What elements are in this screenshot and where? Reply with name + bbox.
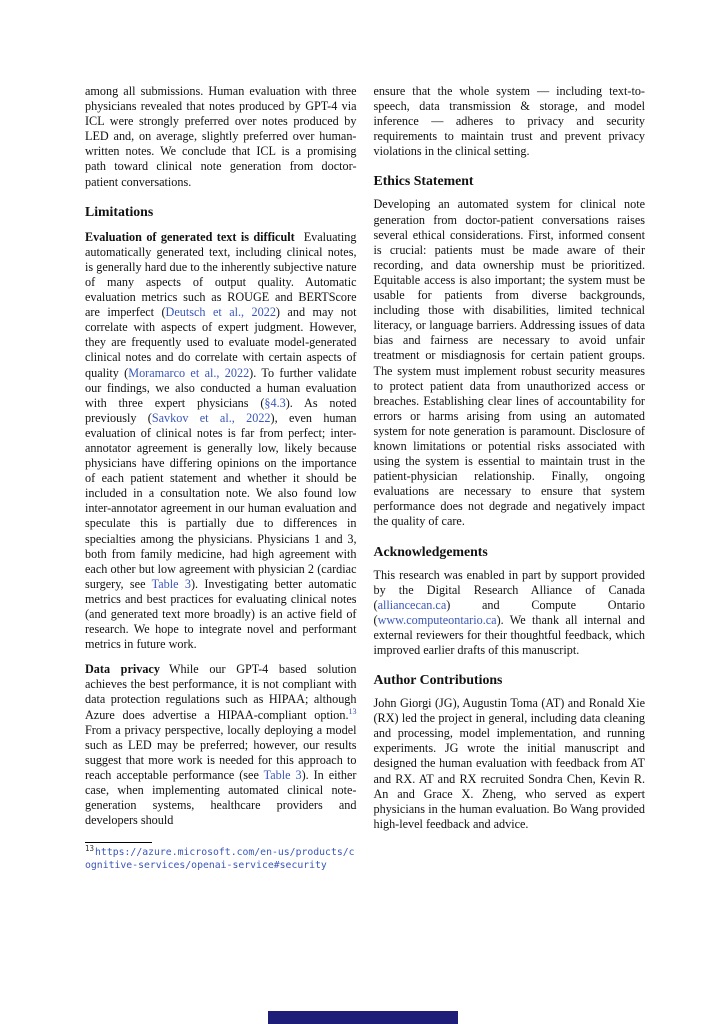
text-run: ). Investigating better automatic metrics and best practices for evaluating clinical notes (and generated text more broadly) is an active field of research. We hope to integrate novel and performant metrics in future work. (85, 576, 357, 652)
section-heading: Acknowledgements (373, 543, 488, 559)
cross-reference-link[interactable]: §4.3 (264, 395, 286, 410)
section-heading: Limitations (85, 203, 154, 219)
text-run: ). To further validate our findings, we also conducted a human evaluation with three expert physicians ( (85, 365, 357, 410)
citation-link[interactable]: Moramarco et al., 2022 (128, 365, 250, 380)
text-run: among all submissions. Human evaluation with three physicians revealed that notes produced by GPT-4 via ICL were strongly preferred over notes produced by LED and, on average, slightly preferred over human-written notes. We conclude that ICL is a promising path toward clinical note generation from doctor-patient conversations. (85, 84, 357, 189)
external-link[interactable]: alliancecan.ca (377, 597, 447, 612)
right-column-text (374, 84, 646, 832)
paragraph (85, 84, 357, 190)
text-run: ) and may not correlate with aspects of expert judgment. However, they are frequently used to evaluate model-generated clinical notes and do correlate with certain aspects of quality ( (85, 305, 357, 380)
section-heading: Ethics Statement (373, 173, 474, 189)
text-run: ). We thank all internal and external reviewers for their thoughtful feedback, which improved earlier drafts of this manuscript. (373, 612, 645, 657)
text-run: ). As noted previously ( (85, 395, 357, 425)
footnote-number: 13 (85, 844, 95, 854)
external-link[interactable]: www.computeontario.ca (377, 612, 497, 627)
right-column (374, 84, 646, 1024)
cross-reference-link[interactable]: Table 3 (151, 576, 191, 591)
text-run: This research was enabled in part by support provided by the Digital Research Alliance of Canada ( (373, 567, 645, 612)
left-column-text (85, 84, 357, 828)
paragraph (374, 197, 646, 529)
footnote-marker-link[interactable]: 13 (348, 706, 357, 716)
page-bottom-bar (268, 1011, 458, 1024)
paragraph (374, 84, 646, 159)
footnote (85, 842, 357, 872)
text-run: While our GPT-4 based solution achieves the best performance, it is not compliant with data protection regulations such as HIPAA; although Azure does advertise a HIPAA-compliant option. (85, 662, 357, 722)
citation-link[interactable]: Deutsch et al., 2022 (165, 305, 276, 320)
footnote-rule (85, 842, 152, 843)
runin-heading: Data privacy (85, 662, 160, 677)
footnote-url-link[interactable]: https://azure.microsoft.com/en-us/products/cognitive-services/openai-service#security (85, 847, 355, 871)
text-run: Developing an automated system for clinical note generation from doctor-patient conversations raises several ethical considerations. First, informed consent is crucial: patients must be made aware of their recording, and data ownership must be prioritized. Equitable access is also important; the system must be usable for patients from diverse backgrounds, including those with disabilities, limited technical literacy, or language barriers. Addressing issues of data bias and fairness are necessary to avoid unfair treatment or misdiagnosis for certain patient groups. The system must implement robust security measures to protect patient data from unauthorized access or breaches. Establishing clear lines of accountability for errors or harms arising from using an automated system for note generation is paramount. Disclosure of known limitations or potential risks associated with using the system is essential to maintain trust in the patient-physician relationship. Finally, ongoing evaluations are necessary to ensure that system performance does not degrade and negatively impact the quality of care. (373, 197, 645, 529)
runin-heading: Evaluation of generated text is difficult (85, 229, 295, 244)
text-run: From a privacy perspective, locally deploying a model such as LED may be preferred; however, our results suggest that more work is needed for this approach to reach acceptable performance (see (85, 722, 357, 782)
citation-link[interactable]: Savkov et al., 2022 (151, 410, 271, 425)
paragraph (374, 568, 646, 659)
text-run: ) and Compute Ontario ( (373, 597, 645, 627)
runin-paragraph (85, 230, 357, 653)
left-column (85, 84, 357, 1024)
text-run: ). In either case, when implementing automated clinical note-generation systems, healthcare providers and developers should (85, 767, 357, 828)
footnote-text (85, 844, 357, 872)
paragraph (374, 696, 646, 832)
text-run: ensure that the whole system — including text-to-speech, data transmission & storage, and model inference — adheres to privacy and security requirements to maintain trust and prevent privacy violations in the clinical setting. (373, 84, 645, 159)
cross-reference-link[interactable]: Table 3 (263, 767, 302, 782)
text-run: Evaluating automatically generated text, including clinical notes, is generally hard due to the inherently subjective nature of many aspects of output quality. Automatic evaluation metrics such as ROUGE and BERTScore are imperfect ( (85, 229, 357, 320)
text-run: John Giorgi (JG), Augustin Toma (AT) and Ronald Xie (RX) led the project in general, including data cleaning and processing, model implementation, and running experiments. JG wrote the initial manuscript and designed the human evaluation with feedback from AT and RX. AT and RX recruited Sondra Chen, Kevin R. An and Grace X. Zheng, who served as expert physicians in the human evaluation. Bo Wang provided high-level feedback and advice. (373, 696, 645, 831)
text-run: ), even human evaluation of clinical notes is far from perfect; inter-annotator agreement is generally low, likely because physicians have differing opinions on the importance of each patient statement and whether it should be included in a consultation note. We also found low inter-annotator agreement in our human evaluation and speculate this is partially due to differences in specialties among the physicians. Physicians 1 and 3, both from family medicine, had high agreement with each other but low agreement with physician 2 (cardiac surgery, see (85, 410, 357, 591)
section-heading: Author Contributions (373, 672, 503, 688)
runin-paragraph (85, 662, 357, 828)
